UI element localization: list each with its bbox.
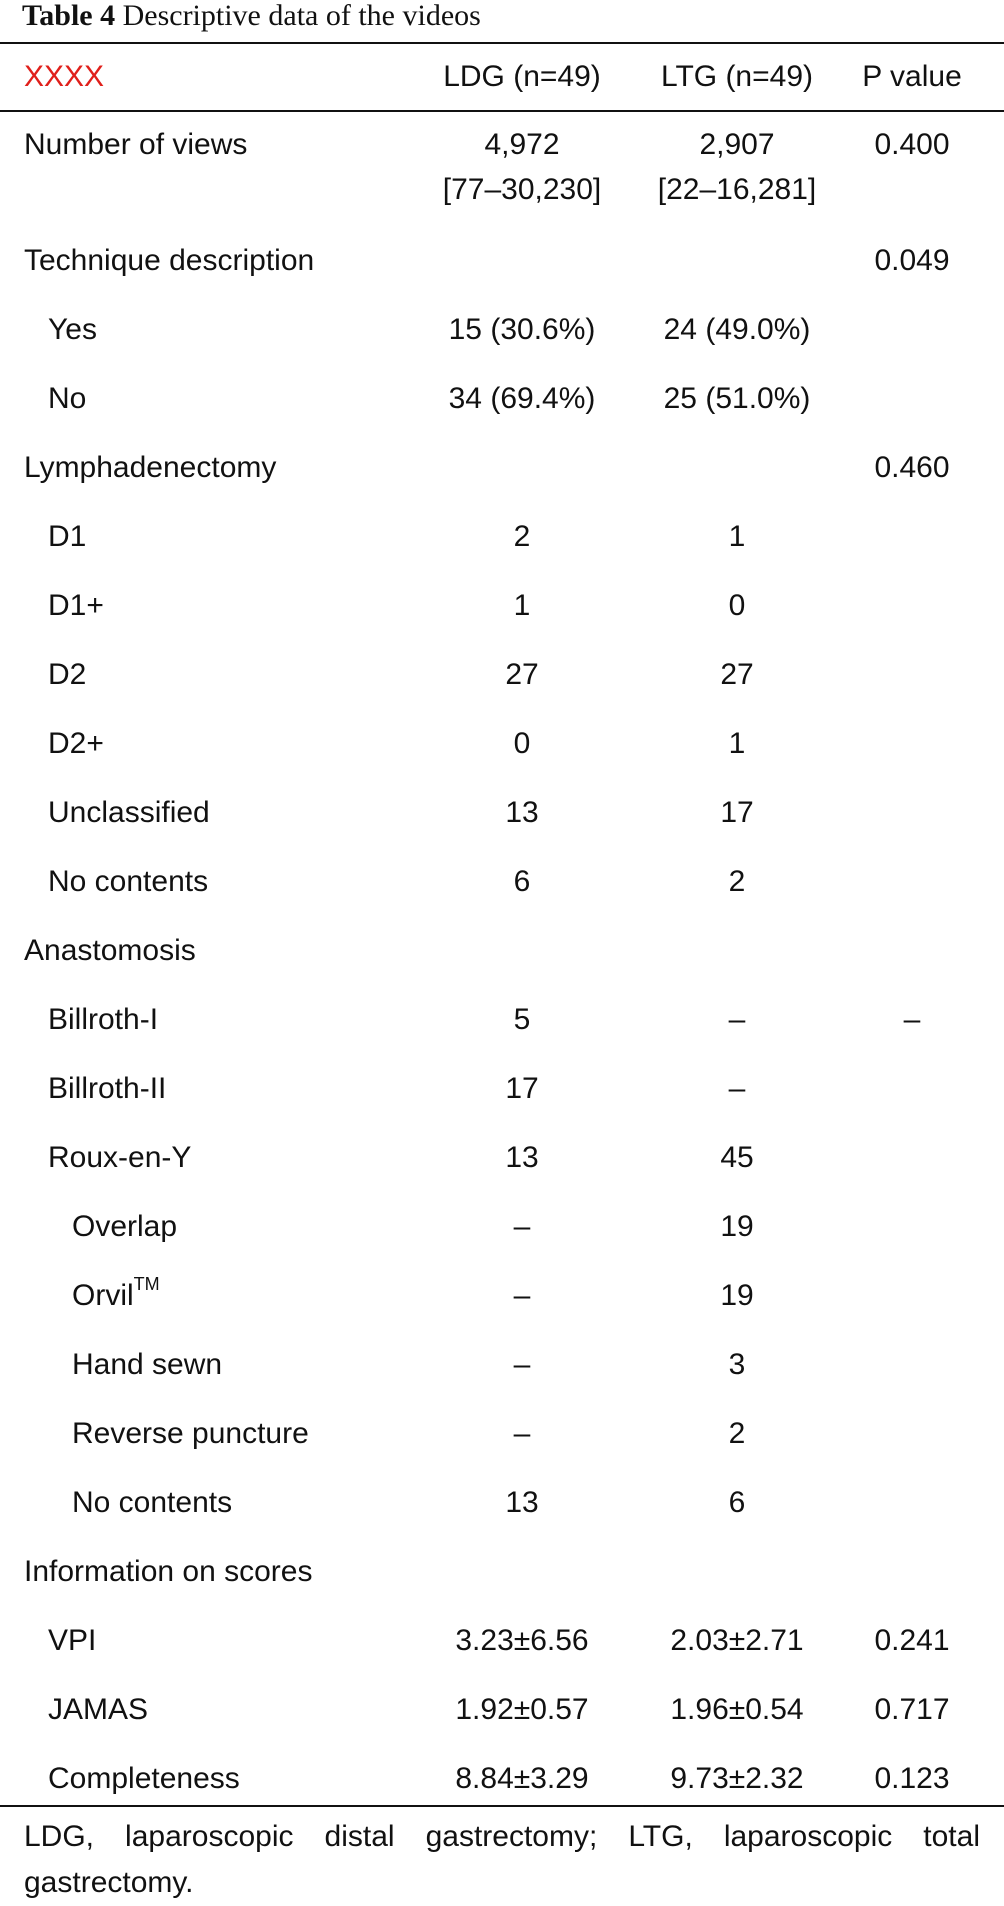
row-label: Technique description bbox=[24, 244, 315, 277]
ldg-cell-value: 6 bbox=[513, 865, 531, 898]
ltg-cell-value: 1 bbox=[728, 520, 746, 553]
ltg-cell-value: 45 bbox=[720, 1141, 754, 1174]
ldg-cell bbox=[422, 1273, 622, 1318]
p-value-cell-value: 0.460 bbox=[874, 451, 950, 484]
bottom-rule bbox=[0, 1805, 1004, 1807]
p-value-cell bbox=[847, 445, 977, 490]
ltg-cell bbox=[637, 1066, 837, 1111]
ltg-cell-value: 27 bbox=[720, 658, 754, 691]
ltg-cell bbox=[637, 1480, 837, 1525]
ldg-cell-value: 13 bbox=[505, 796, 539, 829]
ldg-cell-value: 17 bbox=[505, 1072, 539, 1105]
ltg-cell-value: 24 (49.0%) bbox=[663, 313, 811, 346]
ltg-cell-value: 17 bbox=[720, 796, 754, 829]
ldg-cell bbox=[422, 122, 622, 212]
ldg-cell bbox=[422, 859, 622, 904]
ltg-cell bbox=[637, 721, 837, 766]
p-value-cell bbox=[847, 122, 977, 167]
table-caption bbox=[22, 0, 481, 40]
p-value-cell-value: 0.241 bbox=[874, 1624, 950, 1657]
ldg-cell bbox=[422, 721, 622, 766]
ldg-cell-value: 15 (30.6%) bbox=[448, 313, 596, 346]
row-label: Yes bbox=[48, 313, 97, 346]
ldg-cell bbox=[422, 1618, 622, 1663]
ltg-cell-value: 19 bbox=[720, 1279, 754, 1312]
p-value-cell bbox=[847, 1618, 977, 1663]
ltg-cell bbox=[637, 376, 837, 421]
row-label: JAMAS bbox=[48, 1693, 149, 1726]
ldg-cell bbox=[422, 376, 622, 421]
ltg-cell-value: 25 (51.0%) bbox=[663, 382, 811, 415]
ltg-cell-value: 3 bbox=[728, 1348, 746, 1381]
ldg-cell-value: 13 bbox=[505, 1141, 539, 1174]
p-value-cell bbox=[847, 1687, 977, 1732]
ltg-cell-value: – bbox=[728, 1003, 746, 1036]
ldg-cell-value: 0 bbox=[513, 727, 531, 760]
ldg-cell bbox=[422, 307, 622, 352]
ldg-cell bbox=[422, 1066, 622, 1111]
ldg-cell bbox=[422, 1480, 622, 1525]
row-label: No contents bbox=[48, 865, 209, 898]
header-rule bbox=[0, 110, 1004, 112]
ltg-cell bbox=[637, 583, 837, 628]
ldg-cell-value: 27 bbox=[505, 658, 539, 691]
ltg-cell-value: 6 bbox=[728, 1486, 746, 1519]
ldg-cell bbox=[422, 1135, 622, 1180]
ldg-cell-value: 1 bbox=[513, 589, 531, 622]
row-label: Lymphadenectomy bbox=[24, 451, 277, 484]
ldg-cell bbox=[422, 1687, 622, 1732]
ltg-cell-value: – bbox=[728, 1072, 746, 1105]
p-value-cell bbox=[847, 1756, 977, 1801]
row-label: D1 bbox=[48, 520, 87, 553]
ldg-cell bbox=[422, 652, 622, 697]
ltg-cell bbox=[637, 1273, 837, 1318]
ltg-cell bbox=[637, 1756, 837, 1801]
ltg-cell bbox=[637, 1687, 837, 1732]
ldg-cell-value: 1.92±0.57 bbox=[455, 1693, 589, 1726]
ltg-cell bbox=[637, 1204, 837, 1249]
p-value-cell bbox=[847, 997, 977, 1042]
ldg-cell-value: 2 bbox=[513, 520, 531, 553]
ltg-cell-value: 19 bbox=[720, 1210, 754, 1243]
ldg-cell bbox=[422, 583, 622, 628]
row-label: Roux-en-Y bbox=[48, 1141, 192, 1174]
ldg-cell-value: 4,972 bbox=[484, 128, 560, 161]
row-label: Hand sewn bbox=[72, 1348, 223, 1381]
ldg-cell-value: – bbox=[513, 1348, 531, 1381]
ldg-cell-value: 3.23±6.56 bbox=[455, 1624, 589, 1657]
header-ltg: LTG (n=49) bbox=[660, 60, 813, 93]
ldg-cell-value: – bbox=[513, 1210, 531, 1243]
row-label: VPI bbox=[48, 1624, 97, 1657]
row-label: D2 bbox=[48, 658, 87, 691]
ltg-cell bbox=[637, 1135, 837, 1180]
ldg-cell bbox=[422, 997, 622, 1042]
ltg-cell bbox=[637, 652, 837, 697]
ldg-cell-value: – bbox=[513, 1417, 531, 1450]
row-label: Number of views bbox=[24, 128, 248, 161]
table-caption-text: Descriptive data of the videos bbox=[122, 0, 481, 32]
p-value-cell-value: 0.717 bbox=[874, 1693, 950, 1726]
ldg-cell-value: 13 bbox=[505, 1486, 539, 1519]
header-col0: XXXX bbox=[24, 60, 105, 93]
row-label: Completeness bbox=[48, 1762, 240, 1795]
ltg-cell bbox=[637, 514, 837, 559]
table-footnote: LDG, laparoscopic distal gastrectomy; LTG, laparoscopic total gastrectomy. bbox=[24, 1820, 980, 1899]
top-rule bbox=[0, 42, 1004, 44]
table-caption-label: Table 4 bbox=[22, 0, 116, 32]
ldg-cell-value: 34 (69.4%) bbox=[448, 382, 596, 415]
ltg-cell-range: [22–16,281] bbox=[657, 173, 817, 206]
row-label: Anastomosis bbox=[24, 934, 196, 967]
p-value-cell-value: 0.400 bbox=[874, 128, 950, 161]
row-label: Unclassified bbox=[48, 796, 210, 829]
ldg-cell bbox=[422, 514, 622, 559]
ltg-cell-value: 1 bbox=[728, 727, 746, 760]
ltg-cell bbox=[637, 1618, 837, 1663]
row-label: Orvil™ bbox=[72, 1274, 160, 1312]
ltg-cell bbox=[637, 859, 837, 904]
ldg-cell-value: 5 bbox=[513, 1003, 531, 1036]
ldg-cell-value: – bbox=[513, 1279, 531, 1312]
ltg-cell-value: 2 bbox=[728, 865, 746, 898]
ldg-cell bbox=[422, 1342, 622, 1387]
ltg-cell-value: 2.03±2.71 bbox=[670, 1624, 804, 1657]
p-value-cell bbox=[847, 238, 977, 283]
p-value-cell-value: – bbox=[903, 1003, 921, 1036]
ldg-cell-range: [77–30,230] bbox=[442, 173, 602, 206]
ldg-cell bbox=[422, 1204, 622, 1249]
ltg-cell bbox=[637, 997, 837, 1042]
ltg-cell-value: 2 bbox=[728, 1417, 746, 1450]
ldg-cell bbox=[422, 790, 622, 835]
ltg-cell-value: 9.73±2.32 bbox=[670, 1762, 804, 1795]
trademark-superscript: TM bbox=[133, 1274, 160, 1294]
p-value-cell-value: 0.049 bbox=[874, 244, 950, 277]
row-label: No contents bbox=[72, 1486, 233, 1519]
row-label: Billroth-II bbox=[48, 1072, 167, 1105]
header-p-value: P value bbox=[862, 60, 962, 93]
ldg-cell-value: 8.84±3.29 bbox=[455, 1762, 589, 1795]
ldg-cell bbox=[422, 1411, 622, 1456]
row-label: No bbox=[48, 382, 87, 415]
ltg-cell-value: 2,907 bbox=[699, 128, 775, 161]
row-label: Overlap bbox=[72, 1210, 178, 1243]
ldg-cell bbox=[422, 1756, 622, 1801]
ltg-cell bbox=[637, 790, 837, 835]
ltg-cell bbox=[637, 1411, 837, 1456]
header-ldg: LDG (n=49) bbox=[443, 60, 601, 93]
ltg-cell-value: 0 bbox=[728, 589, 746, 622]
ltg-cell bbox=[637, 1342, 837, 1387]
ltg-cell bbox=[637, 122, 837, 212]
row-label: Information on scores bbox=[24, 1555, 313, 1588]
row-label: Billroth-I bbox=[48, 1003, 159, 1036]
ltg-cell-value: 1.96±0.54 bbox=[670, 1693, 804, 1726]
row-label: D1+ bbox=[48, 589, 104, 622]
row-label: D2+ bbox=[48, 727, 104, 760]
row-label: Reverse puncture bbox=[72, 1417, 309, 1450]
ltg-cell bbox=[637, 307, 837, 352]
p-value-cell-value: 0.123 bbox=[874, 1762, 950, 1795]
